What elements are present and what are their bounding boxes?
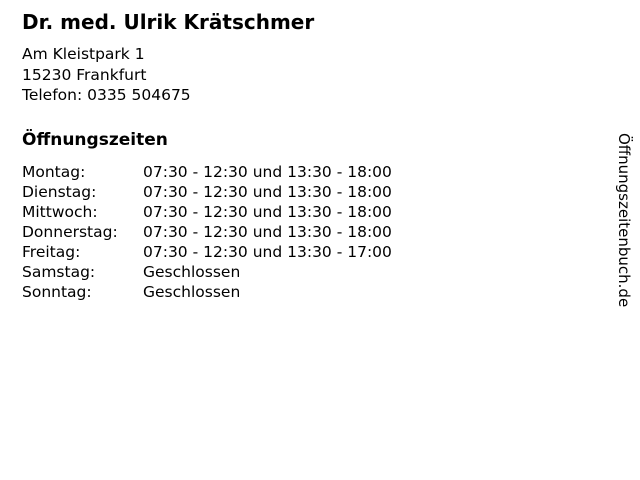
opening-hours-heading: Öffnungszeiten [22, 129, 168, 150]
time-value: 07:30 - 12:30 und 13:30 - 17:00 [143, 242, 392, 261]
time-value: 07:30 - 12:30 und 13:30 - 18:00 [143, 162, 392, 181]
table-row [22, 282, 600, 302]
address-block [22, 44, 600, 106]
day-label: Mittwoch: [22, 202, 98, 221]
site-watermark: Öffnungszeitenbuch.de [615, 133, 633, 308]
time-value: Geschlossen [143, 262, 241, 281]
main-content [22, 10, 600, 302]
time-value: 07:30 - 12:30 und 13:30 - 18:00 [143, 222, 392, 241]
table-row [22, 242, 600, 262]
time-value: 07:30 - 12:30 und 13:30 - 18:00 [143, 202, 392, 221]
table-row [22, 222, 600, 242]
table-row [22, 262, 600, 282]
page-title: Dr. med. Ulrik Krätschmer [22, 10, 315, 34]
day-label: Sonntag: [22, 282, 92, 301]
opening-hours-table [22, 162, 600, 302]
table-row [22, 162, 600, 182]
day-label: Freitag: [22, 242, 81, 261]
address-city: 15230 Frankfurt [22, 65, 147, 84]
time-value: 07:30 - 12:30 und 13:30 - 18:00 [143, 182, 392, 201]
phone-line: Telefon: 0335 504675 [22, 86, 191, 104]
day-label: Donnerstag: [22, 222, 118, 241]
day-label: Dienstag: [22, 182, 97, 201]
address-street: Am Kleistpark 1 [22, 45, 145, 63]
time-value: Geschlossen [143, 282, 241, 301]
day-label: Samstag: [22, 262, 96, 281]
day-label: Montag: [22, 162, 86, 181]
table-row [22, 202, 600, 222]
table-row [22, 182, 600, 202]
